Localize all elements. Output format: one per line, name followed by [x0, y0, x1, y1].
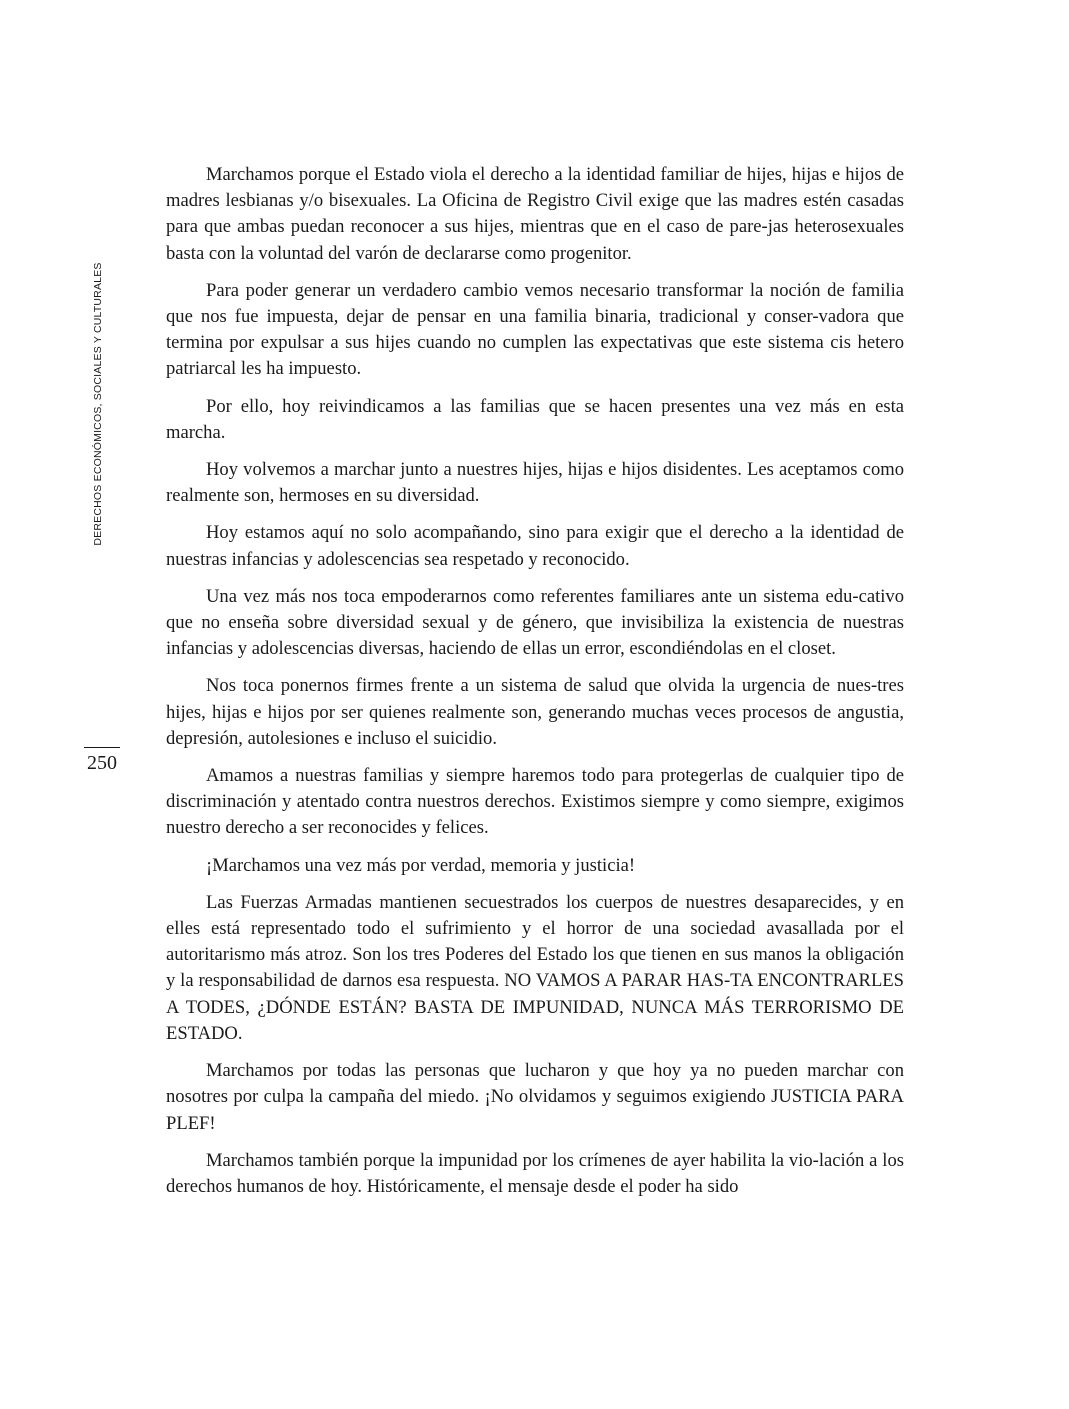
paragraph: Marchamos porque el Estado viola el derecho a la identidad familiar de hijes, hijas e hijos de madres lesbianas y/o bisexuales. La Oficina de Registro Civil exige que las madres estén casadas para que ambas puedan reconocer a sus hijes, mientras que en el caso de pare-jas heterosexuales basta con la voluntad del varón de declararse como progenitor.: [166, 164, 904, 264]
paragraph: Hoy volvemos a marchar junto a nuestres hijes, hijas e hijos disidentes. Les aceptamos como realmente son, hermoses en su diversidad.: [166, 459, 904, 507]
page-number-rule: [84, 747, 120, 748]
page-number: 250: [87, 752, 117, 774]
paragraph: ¡Marchamos una vez más por verdad, memoria y justicia!: [206, 854, 636, 876]
running-head: DERECHOS ECONÓMICOS, SOCIALES Y CULTURALES: [92, 262, 104, 546]
paragraph: Amamos a nuestras familias y siempre haremos todo para protegerlas de cualquier tipo de discriminación y atentado contra nuestros derechos. Existimos siempre y como siempre, exigimos nuestro derecho a ser reconocides y felices.: [166, 765, 904, 839]
paragraph: Hoy estamos aquí no solo acompañando, sino para exigir que el derecho a la identidad de nuestras infancias y adolescencias sea respetado y reconocido.: [166, 522, 904, 570]
paragraph: Marchamos por todas las personas que lucharon y que hoy ya no pueden marchar con nosotres por culpa la campaña del miedo. ¡No olvidamos y seguimos exigiendo JUSTICIA PARA PLEF!: [166, 1060, 904, 1134]
paragraph: Marchamos también porque la impunidad por los crímenes de ayer habilita la vio-lación a los derechos humanos de hoy. Históricamente, el mensaje desde el poder ha sido: [166, 1149, 904, 1197]
body-text: [166, 162, 904, 1211]
paragraph: Una vez más nos toca empoderarnos como referentes familiares ante un sistema edu-cativo que no enseña sobre diversidad sexual y de género, que invisibiliza la existencia de nuestras infancias y adolescencias diversas, haciendo de ellas un error, escondiéndolas en el closet.: [166, 585, 904, 660]
paragraph: Nos toca ponernos firmes frente a un sistema de salud que olvida la urgencia de nues-tres hijes, hijas e hijos por ser quienes realmente son, generando muchas veces procesos de angustia, depresión, autolesiones e incluso el suicidio.: [166, 675, 904, 749]
paragraph: Para poder generar un verdadero cambio vemos necesario transformar la noción de familia que nos fue impuesta, dejar de pensar en una familia binaria, tradicional y conser-vadora que termina por expulsar a sus hijes cuando no cumplen las expectativas que este sistema cis hetero patriarcal les ha impuesto.: [166, 279, 904, 380]
paragraph: Por ello, hoy reivindicamos a las familias que se hacen presentes una vez más en esta marcha.: [166, 395, 904, 443]
paragraph: Las Fuerzas Armadas mantienen secuestrados los cuerpos de nuestres desaparecides, y en elles está representado todo el sufrimiento y el horror de una sociedad avasallada por el autoritarismo más atroz. Son los tres Poderes del Estado los que tienen en sus manos la obligación y la responsabilidad de darnos esa respuesta. NO VAMOS A PARAR HAS-TA ENCONTRARLES A TODES, ¿DÓNDE ESTÁN? BASTA DE IMPUNIDAD, NUNCA MÁS TERRORISMO DE ESTADO.: [166, 891, 904, 1044]
